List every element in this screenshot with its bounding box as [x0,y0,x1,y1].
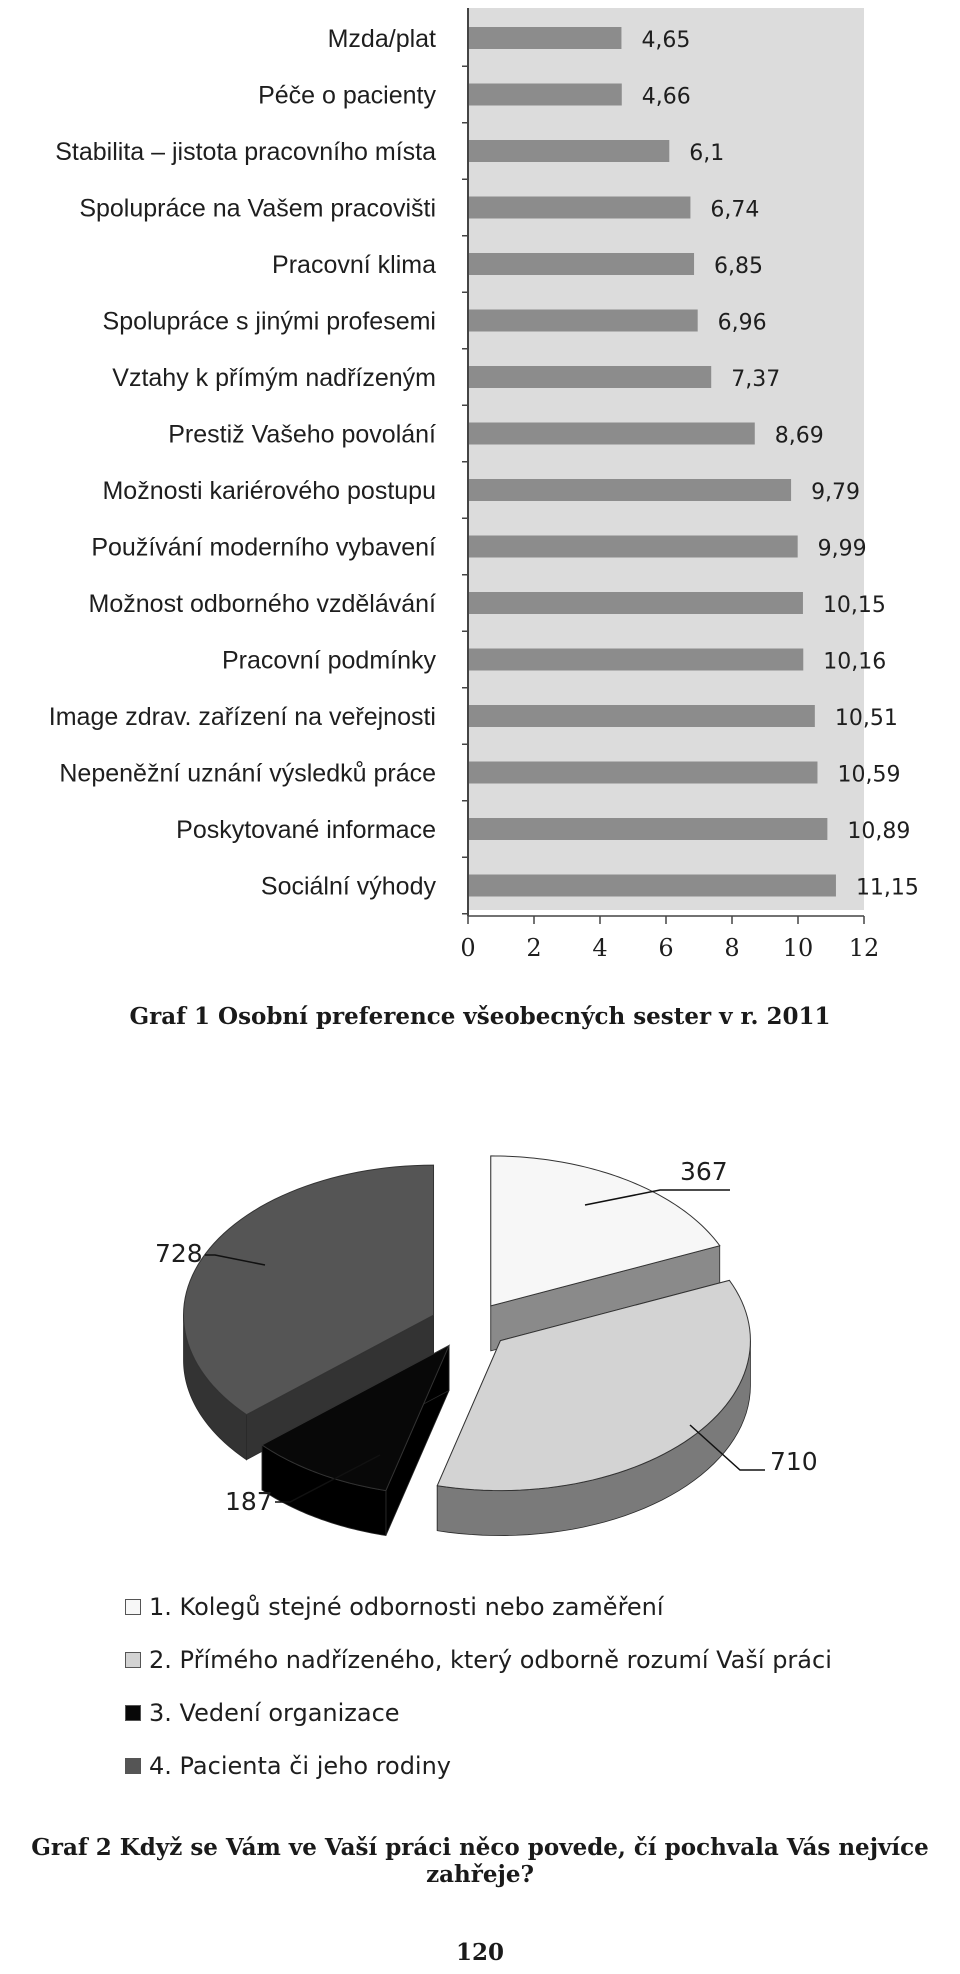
bar [468,140,669,162]
pie-value-label: 728 [155,1239,203,1268]
bar-value-label: 11,15 [855,875,919,901]
legend-swatch [125,1599,141,1615]
bar-value-label: 6,85 [714,254,764,279]
pie-chart [0,1150,960,1570]
bar [468,536,798,558]
bar [468,27,621,49]
category-label: Možnost odborného vzdělávání [88,590,436,618]
bar-value-label: 4,65 [641,28,691,53]
pie-slice [437,1280,750,1535]
bar-value-label: 6,96 [717,310,767,336]
bar [468,762,817,784]
pie-layer [155,1156,818,1536]
legend-item [125,1686,832,1739]
page-number: 120 [455,1939,504,1966]
bar [468,592,803,614]
legend-label: 4. Pacienta či jeho rodiny [149,1751,452,1780]
x-tick-label: 4 [592,934,608,962]
category-label: Image zdrav. zařízení na veřejnosti [48,703,436,731]
category-label: Nepeněžní uznání výsledků práce [59,759,436,788]
bar [468,423,755,445]
bar-value-label: 10,59 [837,762,901,788]
category-label: Pracovní podmínky [222,646,436,675]
pie-value-label: 187 [225,1487,273,1516]
x-tick-label: 6 [658,934,674,962]
pie-legend [125,1580,832,1792]
x-tick-label: 2 [526,934,542,962]
category-label: Pracovní klima [272,251,436,279]
legend-label: 2. Přímého nadřízeného, který odborně rozumí Vaší práci [149,1645,832,1674]
chart-2-caption: Graf 2 Když se Vám ve Vaší práci něco povede, čí pochvala Vás nejvíce zahřeje? [31,1834,929,1888]
bar-value-label: 10,89 [847,819,911,844]
bar-value-label: 6,74 [710,197,760,223]
category-label: Používání moderního vybavení [91,533,436,562]
bar [468,197,690,219]
x-tick-label: 0 [460,934,476,962]
chart-1-caption: Graf 1 Osobní preference všeobecných sester v r. 2011 [129,1003,831,1030]
legend-swatch [125,1705,141,1721]
bar-value-label: 9,79 [811,480,861,505]
bar [468,253,694,275]
legend-label: 1. Kolegů stejné odbornosti nebo zaměření [149,1592,664,1621]
bar [468,479,791,501]
category-label: Sociální výhody [260,872,436,901]
category-label: Spolupráce s jinými profesemi [102,307,436,336]
category-label: Mzda/plat [327,25,436,53]
bar [468,705,815,727]
category-label: Spolupráce na Vašem pracovišti [79,194,436,223]
bar [468,818,827,840]
category-label: Poskytované informace [176,816,436,844]
legend-swatch [125,1758,141,1774]
bar [468,875,836,897]
bar-value-label: 10,16 [823,649,887,675]
pie-value-label: 367 [680,1157,728,1186]
bar-chart [0,0,960,980]
bar [468,649,803,671]
bar [468,310,698,332]
bar-value-label: 10,15 [822,593,886,618]
x-tick-label: 10 [782,934,814,962]
bar [468,84,622,106]
x-tick-label: 8 [724,934,740,962]
bar-value-label: 7,37 [731,367,781,392]
bar-value-label: 8,69 [774,423,824,449]
bar-value-label: 9,99 [817,536,867,562]
legend-label: 3. Vedení organizace [149,1698,400,1727]
legend-swatch [125,1652,141,1668]
legend-item [125,1580,832,1633]
bar-value-label: 10,51 [834,706,898,731]
category-label: Prestiž Vašeho povolání [168,420,436,449]
category-label: Vztahy k přímým nadřízeným [112,364,436,392]
bar [468,366,711,388]
category-label: Stabilita – jistota pracovního místa [55,138,436,166]
pie-value-label: 710 [770,1447,818,1476]
bar-value-label: 4,66 [641,84,691,110]
legend-item [125,1633,832,1686]
legend-item [125,1739,832,1792]
category-label: Možnosti kariérového postupu [102,477,436,505]
x-tick-label: 12 [848,934,880,962]
bar-value-label: 6,1 [689,141,725,166]
category-label: Péče o pacienty [258,81,436,110]
